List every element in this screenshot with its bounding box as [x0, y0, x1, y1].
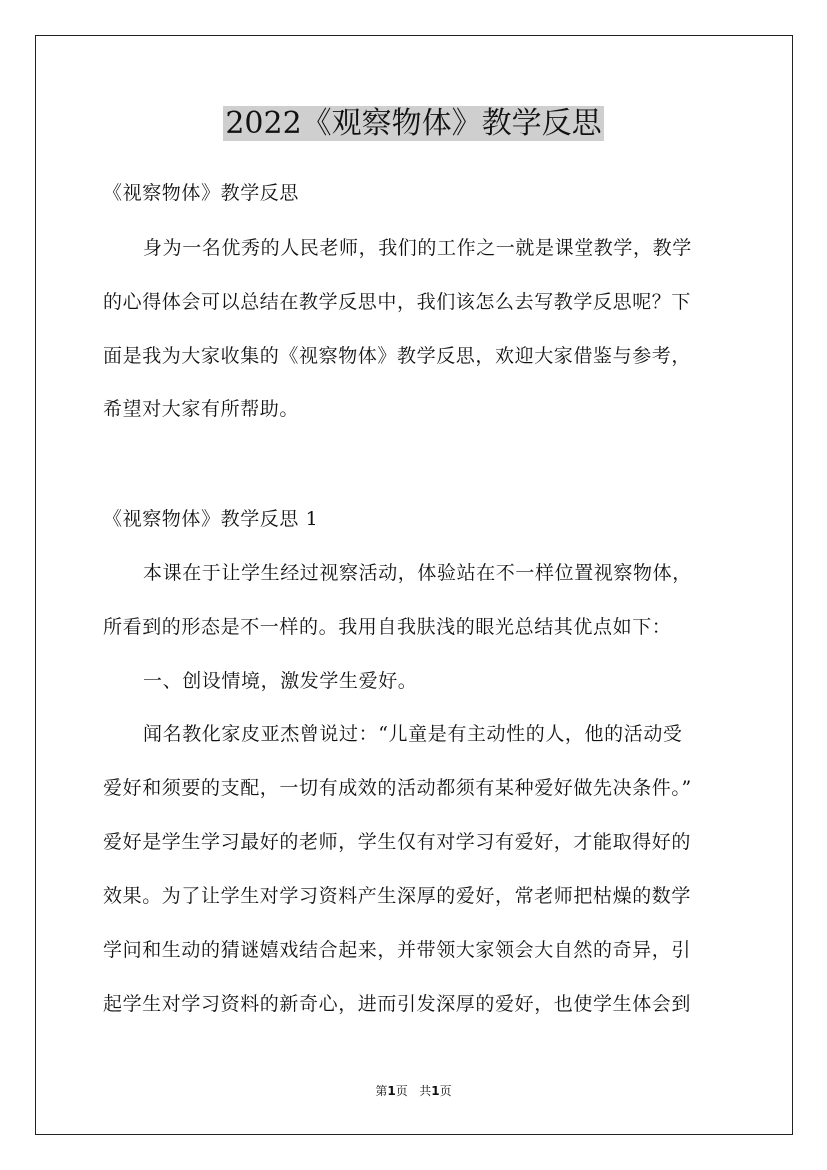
point-heading: 一、创设情境，激发学生爱好。	[143, 670, 418, 692]
paragraph-line: 本课在于让学生经过视察活动，体验站在不一样位置视察物体，	[143, 562, 692, 584]
total-suffix: 页	[439, 1084, 452, 1098]
intro-line: 希望对大家有所帮助。	[103, 398, 300, 420]
paragraph-line: 闻名教化家皮亚杰曾说过：“儿童是有主动性的人，他的活动受	[143, 723, 683, 745]
page-footer	[0, 1083, 827, 1099]
paragraph-line: 效果。为了让学生对学习资料产生深厚的爱好，常老师把枯燥的数学	[103, 885, 692, 907]
paragraph-line: 爱好是学生学习最好的老师，学生仅有对学习有爱好，才能取得好的	[103, 831, 692, 853]
intro-line: 身为一名优秀的人民老师，我们的工作之一就是课堂教学，教学	[143, 237, 692, 259]
paragraph-line: 起学生对学习资料的新奇心，进而引发深厚的爱好，也使学生体会到	[103, 993, 692, 1015]
page-suffix: 页	[395, 1084, 408, 1098]
paragraph-line: 爱好和须要的支配，一切有成效的活动都须有某种爱好做先决条件。”	[103, 777, 692, 799]
intro-line: 的心得体会可以总结在教学反思中，我们该怎么去写教学反思呢？下	[103, 291, 692, 313]
document-title: 2022《观察物体》教学反思	[225, 106, 602, 141]
page-prefix: 第	[375, 1084, 388, 1098]
page-number: 1	[387, 1084, 396, 1098]
section-heading: 《视察物体》教学反思 1	[103, 508, 319, 530]
intro-line: 面是我为大家收集的《视察物体》教学反思，欢迎大家借鉴与参考，	[103, 345, 692, 367]
total-pages: 1	[431, 1084, 440, 1098]
document-subtitle: 《视察物体》教学反思	[103, 182, 300, 204]
paragraph-line: 学问和生动的猜谜嬉戏结合起来，并带领大家领会大自然的奇异，引	[103, 939, 692, 961]
paragraph-line: 所看到的形态是不一样的。我用自我肤浅的眼光总结其优点如下：	[103, 616, 672, 638]
total-prefix: 共	[419, 1084, 432, 1098]
